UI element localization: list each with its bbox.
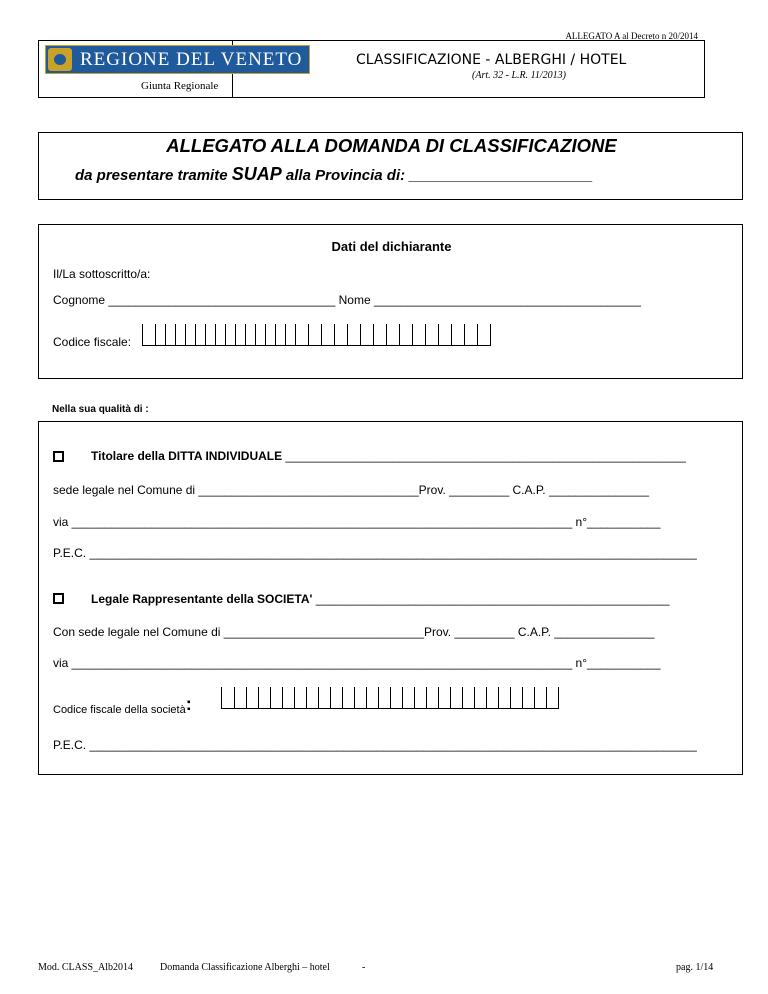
qualita-section	[38, 421, 743, 775]
societa-cf-row: Codice fiscale della società:	[53, 694, 192, 716]
logo-text: REGIONE DEL VENETO	[80, 49, 303, 70]
declarant-title: Dati del dichiarante	[331, 239, 452, 254]
footer-doc: Domanda Classificazione Alberghi – hotel	[160, 962, 330, 973]
form-title: CLASSIFICAZIONE - ALBERGHI / HOTEL	[356, 52, 627, 68]
societa-cf-label: Codice fiscale della società	[53, 704, 186, 716]
societa-cf-boxes[interactable]	[221, 687, 559, 709]
societa-via-row[interactable]: via ___________________________________________________________________________ n°___________	[53, 656, 661, 670]
region-logo	[45, 45, 310, 74]
name-row[interactable]: Cognome __________________________________ Nome ________________________________________	[53, 293, 641, 307]
declarant-section	[38, 224, 743, 379]
main-title: ALLEGATO ALLA DOMANDA DI CLASSIFICAZIONE	[166, 135, 617, 156]
ditta-label: Titolare della DITTA INDIVIDUALE	[91, 449, 286, 463]
title-box	[38, 132, 743, 200]
ditta-pec-row[interactable]: P.E.C. ___________________________________________________________________________________________	[53, 546, 697, 560]
societa-line: _____________________________________________________	[315, 592, 670, 606]
societa-sede-row[interactable]: Con sede legale nel Comune di ______________________________Prov. _________ C.A.P. _______________	[53, 625, 655, 639]
societa-row[interactable]	[91, 592, 669, 606]
giunta-label: Giunta Regionale	[141, 80, 219, 92]
declarant-intro: Il/La sottoscritto/a:	[53, 267, 151, 281]
document-reference: ALLEGATO A al Decreto n 20/2014	[565, 31, 698, 41]
ditta-sede-row[interactable]: sede legale nel Comune di _________________________________Prov. _________ C.A.P. _______________	[53, 483, 650, 497]
footer-dash: -	[362, 962, 366, 973]
ditta-checkbox[interactable]	[53, 451, 64, 462]
footer-mod: Mod. CLASS_Alb2014	[38, 962, 134, 973]
cf-label: Codice fiscale:	[53, 335, 132, 349]
ditta-line: ____________________________________________________________	[285, 449, 686, 463]
societa-pec-row[interactable]: P.E.C. ___________________________________________________________________________________________	[53, 738, 697, 752]
codice-fiscale-boxes[interactable]	[142, 324, 491, 346]
province-line[interactable]	[75, 164, 593, 185]
law-reference: (Art. 32 - L.R. 11/2013)	[472, 70, 566, 81]
province-suffix: alla Provincia di: ______________________	[281, 167, 593, 184]
footer-page: pag. 1/14	[676, 962, 714, 973]
ditta-row[interactable]	[91, 449, 686, 463]
qualita-label: Nella sua qualità di :	[52, 404, 149, 415]
societa-label: Legale Rappresentante della SOCIETA'	[91, 592, 316, 606]
province-prefix: da presentare tramite	[75, 167, 232, 184]
suap-label: SUAP	[231, 164, 282, 184]
lion-emblem-icon	[48, 48, 72, 71]
societa-checkbox[interactable]	[53, 593, 64, 604]
ditta-via-row[interactable]: via ___________________________________________________________________________ n°___________	[53, 515, 661, 529]
